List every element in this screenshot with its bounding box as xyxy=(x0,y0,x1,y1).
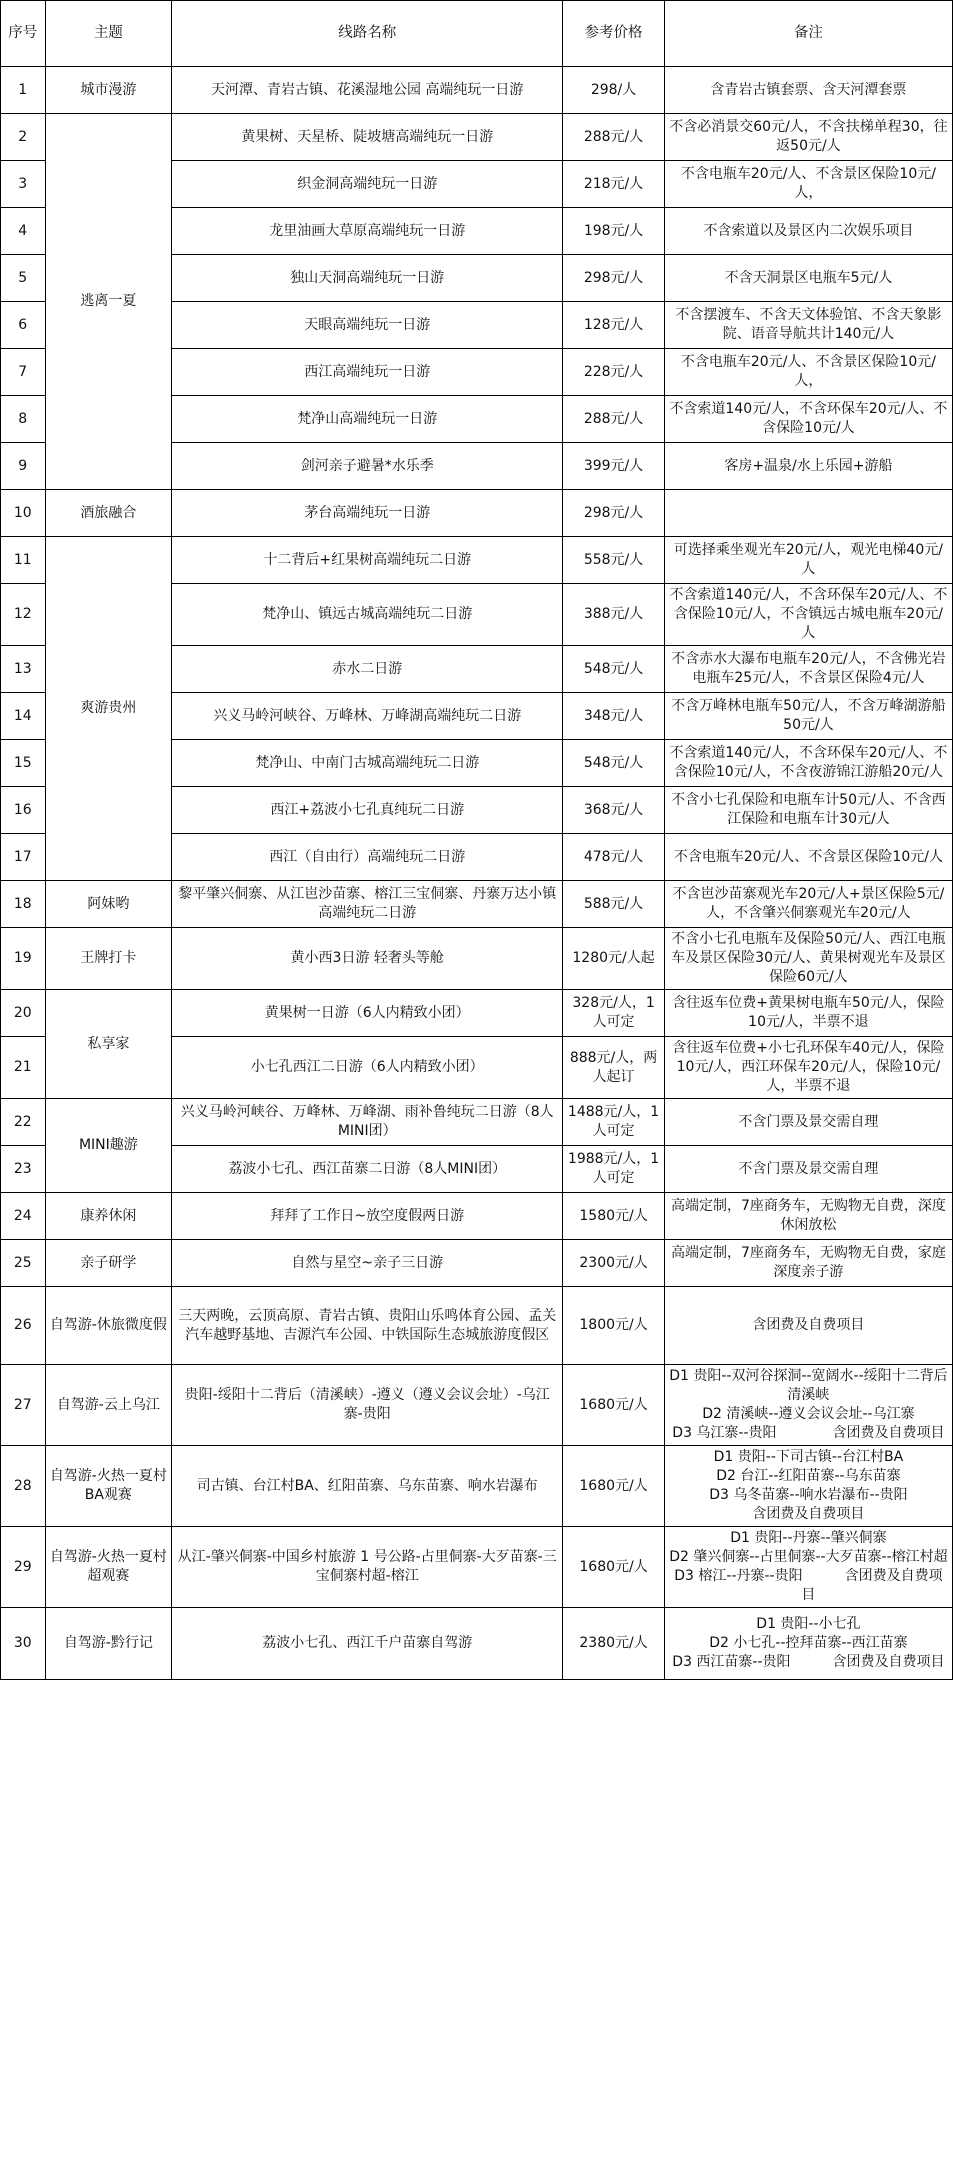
reference-price: 198元/人 xyxy=(563,208,665,255)
row-number: 14 xyxy=(1,693,46,740)
table-row xyxy=(1,1287,953,1365)
route-name: 从江-肇兴侗寨-中国乡村旅游 1 号公路-占里侗寨-大歹苗寨-三宝侗寨村超-榕江 xyxy=(172,1527,563,1608)
row-notes: 不含门票及景交需自理 xyxy=(664,1099,952,1146)
row-notes xyxy=(664,490,952,537)
row-topic: 城市漫游 xyxy=(45,67,172,114)
row-number: 6 xyxy=(1,302,46,349)
header-topic: 主题 xyxy=(45,1,172,67)
route-name: 荔波小七孔、西江千户苗寨自驾游 xyxy=(172,1608,563,1680)
table-row xyxy=(1,1240,953,1287)
row-notes: 不含小七孔电瓶车及保险50元/人、西江电瓶车及景区保险30元/人、黄果树观光车及景区保险60元/人 xyxy=(664,928,952,990)
reference-price: 1488元/人，1人可定 xyxy=(563,1099,665,1146)
row-number: 2 xyxy=(1,114,46,161)
row-topic: 自驾游-休旅微度假 xyxy=(45,1287,172,1365)
row-number: 19 xyxy=(1,928,46,990)
row-topic: 王牌打卡 xyxy=(45,928,172,990)
header-route: 线路名称 xyxy=(172,1,563,67)
row-notes: 可选择乘坐观光车20元/人，观光电梯40元/人 xyxy=(664,537,952,584)
reference-price: 888元/人，两人起订 xyxy=(563,1037,665,1099)
row-topic: MINI趣游 xyxy=(45,1099,172,1193)
reference-price: 1680元/人 xyxy=(563,1365,665,1446)
row-number: 8 xyxy=(1,396,46,443)
row-number: 24 xyxy=(1,1193,46,1240)
table-body xyxy=(1,67,953,1680)
row-notes: 不含摆渡车、不含天文体验馆、不含天象影院、语音导航共计140元/人 xyxy=(664,302,952,349)
route-name: 织金洞高端纯玩一日游 xyxy=(172,161,563,208)
route-name: 黄小西3日游 轻奢头等舱 xyxy=(172,928,563,990)
route-name: 龙里油画大草原高端纯玩一日游 xyxy=(172,208,563,255)
reference-price: 128元/人 xyxy=(563,302,665,349)
route-name: 自然与星空~亲子三日游 xyxy=(172,1240,563,1287)
row-number: 26 xyxy=(1,1287,46,1365)
row-notes: 不含小七孔保险和电瓶车计50元/人、不含西江保险和电瓶车计30元/人 xyxy=(664,787,952,834)
route-name: 拜拜了工作日~放空度假两日游 xyxy=(172,1193,563,1240)
row-number: 5 xyxy=(1,255,46,302)
reference-price: 1988元/人，1人可定 xyxy=(563,1146,665,1193)
row-notes: 不含索道140元/人，不含环保车20元/人、不含保险10元/人 xyxy=(664,396,952,443)
row-number: 12 xyxy=(1,584,46,646)
route-name: 天河潭、青岩古镇、花溪湿地公园 高端纯玩一日游 xyxy=(172,67,563,114)
row-number: 20 xyxy=(1,990,46,1037)
table-row xyxy=(1,490,953,537)
row-topic: 自驾游-黔行记 xyxy=(45,1608,172,1680)
row-topic: 阿妹哟 xyxy=(45,881,172,928)
reference-price: 388元/人 xyxy=(563,584,665,646)
route-name: 赤水二日游 xyxy=(172,646,563,693)
reference-price: 478元/人 xyxy=(563,834,665,881)
row-topic: 康养休闲 xyxy=(45,1193,172,1240)
table-row xyxy=(1,881,953,928)
row-number: 22 xyxy=(1,1099,46,1146)
row-topic: 自驾游-云上乌江 xyxy=(45,1365,172,1446)
row-topic: 酒旅融合 xyxy=(45,490,172,537)
reference-price: 1280元/人起 xyxy=(563,928,665,990)
row-number: 18 xyxy=(1,881,46,928)
reference-price: 228元/人 xyxy=(563,349,665,396)
row-number: 29 xyxy=(1,1527,46,1608)
row-notes: 含往返车位费+黄果树电瓶车50元/人，保险10元/人，半票不退 xyxy=(664,990,952,1037)
row-number: 4 xyxy=(1,208,46,255)
reference-price: 218元/人 xyxy=(563,161,665,208)
table-row xyxy=(1,1608,953,1680)
route-name: 黄果树、天星桥、陡坡塘高端纯玩一日游 xyxy=(172,114,563,161)
reference-price: 298元/人 xyxy=(563,255,665,302)
row-topic: 自驾游-火热一夏村超观赛 xyxy=(45,1527,172,1608)
row-notes: 不含岜沙苗寨观光车20元/人+景区保险5元/人，不含肇兴侗寨观光车20元/人 xyxy=(664,881,952,928)
table-row xyxy=(1,1446,953,1527)
reference-price: 298元/人 xyxy=(563,490,665,537)
row-number: 25 xyxy=(1,1240,46,1287)
route-name: 独山天洞高端纯玩一日游 xyxy=(172,255,563,302)
row-topic: 逃离一夏 xyxy=(45,114,172,490)
route-name: 梵净山、镇远古城高端纯玩二日游 xyxy=(172,584,563,646)
row-notes: 不含万峰林电瓶车50元/人，不含万峰湖游船50元/人 xyxy=(664,693,952,740)
row-notes: 含往返车位费+小七孔环保车40元/人，保险10元/人，西江环保车20元/人，保险10元/人，半票不退 xyxy=(664,1037,952,1099)
route-name: 西江+荔波小七孔真纯玩二日游 xyxy=(172,787,563,834)
route-name: 天眼高端纯玩一日游 xyxy=(172,302,563,349)
reference-price: 1680元/人 xyxy=(563,1527,665,1608)
row-number: 13 xyxy=(1,646,46,693)
row-notes: D1 贵阳--小七孔 D2 小七孔--控拜苗寨--西江苗寨 D3 西江苗寨--贵阳 含团费及自费项目 xyxy=(664,1608,952,1680)
row-number: 11 xyxy=(1,537,46,584)
row-notes: 含青岩古镇套票、含天河潭套票 xyxy=(664,67,952,114)
row-number: 3 xyxy=(1,161,46,208)
reference-price: 399元/人 xyxy=(563,443,665,490)
row-notes: 不含必消景交60元/人，不含扶梯单程30，往返50元/人 xyxy=(664,114,952,161)
reference-price: 288元/人 xyxy=(563,396,665,443)
row-number: 15 xyxy=(1,740,46,787)
row-topic: 私享家 xyxy=(45,990,172,1099)
route-name: 梵净山高端纯玩一日游 xyxy=(172,396,563,443)
reference-price: 348元/人 xyxy=(563,693,665,740)
row-notes: 不含门票及景交需自理 xyxy=(664,1146,952,1193)
route-name: 梵净山、中南门古城高端纯玩二日游 xyxy=(172,740,563,787)
table-row xyxy=(1,537,953,584)
row-notes: 不含电瓶车20元/人、不含景区保险10元/人， xyxy=(664,161,952,208)
reference-price: 1680元/人 xyxy=(563,1446,665,1527)
route-name: 十二背后+红果树高端纯玩二日游 xyxy=(172,537,563,584)
row-notes: 不含电瓶车20元/人、不含景区保险10元/人 xyxy=(664,834,952,881)
row-notes: D1 贵阳--丹寨--肇兴侗寨 D2 肇兴侗寨--占里侗寨--大歹苗寨--榕江村超 D3 榕江--丹寨--贵阳 含团费及自费项目 xyxy=(664,1527,952,1608)
table-row xyxy=(1,1099,953,1146)
row-notes: 不含索道140元/人，不含环保车20元/人、不含保险10元/人，不含夜游锦江游船20元/人 xyxy=(664,740,952,787)
row-notes: 不含电瓶车20元/人、不含景区保险10元/人， xyxy=(664,349,952,396)
row-number: 10 xyxy=(1,490,46,537)
row-topic: 爽游贵州 xyxy=(45,537,172,881)
row-notes: D1 贵阳--双河谷探洞--宽阔水--绥阳十二背后清溪峡 D2 清溪峡--遵义会议会址--乌江寨 D3 乌江寨--贵阳 含团费及自费项目 xyxy=(664,1365,952,1446)
table-row xyxy=(1,1365,953,1446)
row-number: 7 xyxy=(1,349,46,396)
row-notes: 高端定制，7座商务车，无购物无自费，深度休闲放松 xyxy=(664,1193,952,1240)
row-topic: 亲子研学 xyxy=(45,1240,172,1287)
row-notes: 不含索道以及景区内二次娱乐项目 xyxy=(664,208,952,255)
header-no: 序号 xyxy=(1,1,46,67)
reference-price: 548元/人 xyxy=(563,646,665,693)
row-number: 9 xyxy=(1,443,46,490)
route-name: 兴义马岭河峡谷、万峰林、万峰湖高端纯玩二日游 xyxy=(172,693,563,740)
reference-price: 298/人 xyxy=(563,67,665,114)
reference-price: 368元/人 xyxy=(563,787,665,834)
reference-price: 548元/人 xyxy=(563,740,665,787)
table-row xyxy=(1,990,953,1037)
row-number: 16 xyxy=(1,787,46,834)
row-notes: 客房+温泉/水上乐园+游船 xyxy=(664,443,952,490)
row-number: 23 xyxy=(1,1146,46,1193)
table-row xyxy=(1,1193,953,1240)
row-number: 30 xyxy=(1,1608,46,1680)
route-name: 西江（自由行）高端纯玩二日游 xyxy=(172,834,563,881)
table-row xyxy=(1,67,953,114)
reference-price: 288元/人 xyxy=(563,114,665,161)
header-notes: 备注 xyxy=(664,1,952,67)
reference-price: 558元/人 xyxy=(563,537,665,584)
row-notes: 不含索道140元/人，不含环保车20元/人、不含保险10元/人，不含镇远古城电瓶车20元/人 xyxy=(664,584,952,646)
reference-price: 588元/人 xyxy=(563,881,665,928)
table-row xyxy=(1,928,953,990)
row-notes: 高端定制，7座商务车，无购物无自费，家庭深度亲子游 xyxy=(664,1240,952,1287)
route-name: 剑河亲子避暑*水乐季 xyxy=(172,443,563,490)
route-name: 三天两晚，云顶高原、青岩古镇、贵阳山乐鸣体育公园、孟关汽车越野基地、吉源汽车公园、中铁国际生态城旅游度假区 xyxy=(172,1287,563,1365)
reference-price: 1800元/人 xyxy=(563,1287,665,1365)
reference-price: 2380元/人 xyxy=(563,1608,665,1680)
route-name: 贵阳-绥阳十二背后（清溪峡）-遵义（遵义会议会址）-乌江寨-贵阳 xyxy=(172,1365,563,1446)
row-number: 1 xyxy=(1,67,46,114)
reference-price: 328元/人，1人可定 xyxy=(563,990,665,1037)
row-number: 17 xyxy=(1,834,46,881)
row-number: 21 xyxy=(1,1037,46,1099)
route-name: 司古镇、台江村BA、红阳苗寨、乌东苗寨、响水岩瀑布 xyxy=(172,1446,563,1527)
header-row xyxy=(1,1,953,67)
route-name: 荔波小七孔、西江苗寨二日游（8人MINI团） xyxy=(172,1146,563,1193)
table-row xyxy=(1,1527,953,1608)
row-number: 28 xyxy=(1,1446,46,1527)
reference-price: 2300元/人 xyxy=(563,1240,665,1287)
route-name: 小七孔西江二日游（6人内精致小团） xyxy=(172,1037,563,1099)
row-topic: 自驾游-火热一夏村BA观赛 xyxy=(45,1446,172,1527)
reference-price: 1580元/人 xyxy=(563,1193,665,1240)
route-name: 黄果树一日游（6人内精致小团） xyxy=(172,990,563,1037)
header-price: 参考价格 xyxy=(563,1,665,67)
row-notes: 含团费及自费项目 xyxy=(664,1287,952,1365)
row-notes: D1 贵阳--下司古镇--台江村BA D2 台江--红阳苗寨--乌东苗寨 D3 乌冬苗寨--响水岩瀑布--贵阳 含团费及自费项目 xyxy=(664,1446,952,1527)
row-notes: 不含天洞景区电瓶车5元/人 xyxy=(664,255,952,302)
row-notes: 不含赤水大瀑布电瓶车20元/人，不含佛光岩电瓶车25元/人，不含景区保险4元/人 xyxy=(664,646,952,693)
route-name: 茅台高端纯玩一日游 xyxy=(172,490,563,537)
route-name: 西江高端纯玩一日游 xyxy=(172,349,563,396)
route-name: 黎平肇兴侗寨、从江岜沙苗寨、榕江三宝侗寨、丹寨万达小镇高端纯玩二日游 xyxy=(172,881,563,928)
row-number: 27 xyxy=(1,1365,46,1446)
route-name: 兴义马岭河峡谷、万峰林、万峰湖、雨补鲁纯玩二日游（8人MINI团） xyxy=(172,1099,563,1146)
table-row xyxy=(1,114,953,161)
